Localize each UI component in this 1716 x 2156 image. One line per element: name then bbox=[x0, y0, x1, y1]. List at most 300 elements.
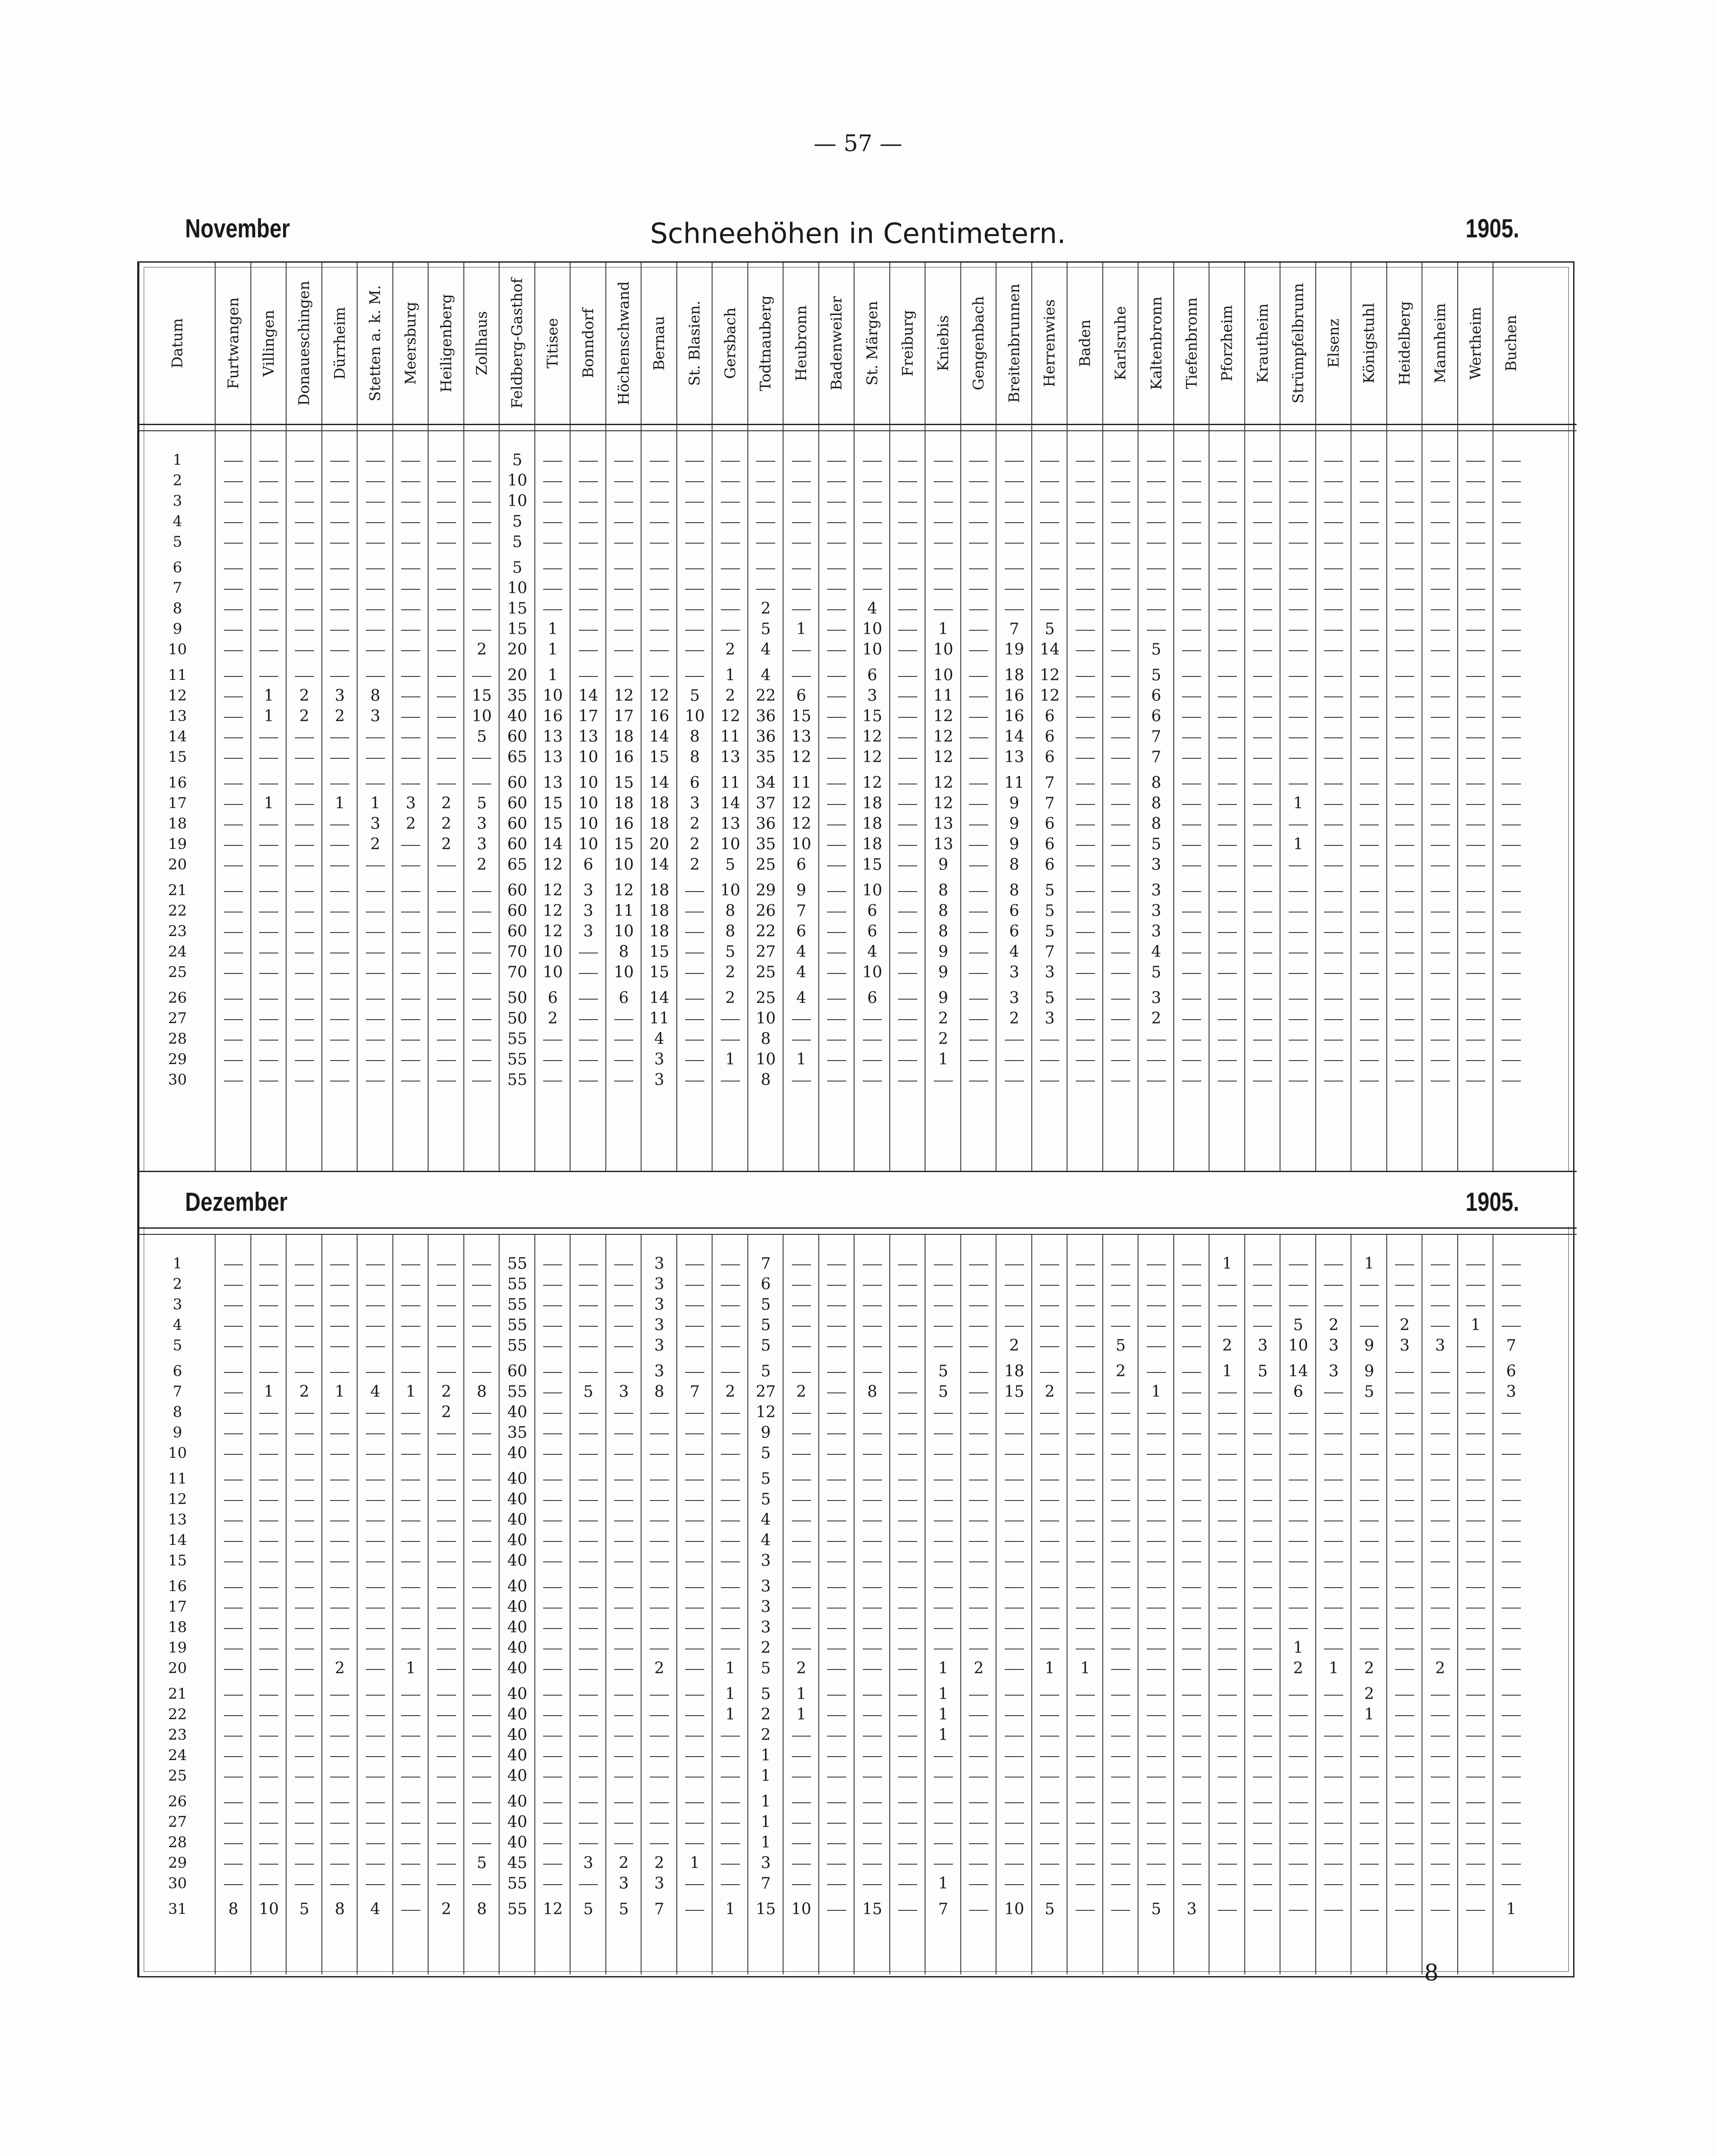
table-cell: 2 bbox=[796, 1383, 807, 1401]
empty-dash bbox=[224, 1305, 243, 1306]
empty-dash bbox=[437, 676, 456, 677]
column-rule bbox=[1457, 263, 1458, 1171]
table-cell bbox=[893, 1361, 922, 1382]
table-cell bbox=[1496, 1294, 1526, 1315]
empty-dash bbox=[1253, 1413, 1272, 1414]
empty-dash bbox=[1218, 973, 1237, 974]
empty-dash bbox=[898, 717, 917, 718]
empty-dash bbox=[401, 1500, 420, 1501]
table-cell bbox=[467, 1489, 497, 1510]
table-cell bbox=[858, 1335, 887, 1356]
column-header-label: Heidelberg bbox=[1396, 301, 1414, 385]
table-cell bbox=[254, 1873, 284, 1894]
empty-dash bbox=[401, 1060, 420, 1061]
empty-dash bbox=[1111, 1326, 1130, 1327]
table-cell bbox=[254, 962, 284, 983]
table-cell: 3 bbox=[1151, 923, 1162, 940]
empty-dash bbox=[898, 630, 917, 631]
table-cell: 8 bbox=[867, 1383, 878, 1401]
empty-dash bbox=[1502, 1060, 1521, 1061]
table-cell bbox=[1213, 470, 1242, 491]
table-cell bbox=[1496, 1704, 1526, 1725]
column-header-struempfelbrunn bbox=[1284, 271, 1313, 415]
table-cell: 8 bbox=[1151, 794, 1162, 812]
table-cell bbox=[1390, 1617, 1419, 1638]
table-cell bbox=[1461, 1423, 1490, 1443]
table-cell: 7 bbox=[689, 1383, 700, 1401]
empty-dash bbox=[1289, 1500, 1308, 1501]
table-cell bbox=[396, 1530, 426, 1551]
empty-dash bbox=[1395, 999, 1414, 1000]
empty-dash bbox=[330, 1346, 349, 1347]
empty-dash bbox=[543, 1060, 562, 1061]
table-cell bbox=[1284, 880, 1313, 901]
table-cell bbox=[396, 558, 426, 578]
table-cell: 70 bbox=[507, 963, 527, 981]
empty-dash bbox=[224, 1695, 243, 1696]
table-cell bbox=[432, 962, 461, 983]
empty-dash bbox=[1040, 1736, 1059, 1737]
table-cell bbox=[290, 1315, 319, 1335]
table-cell bbox=[751, 558, 780, 578]
table-cell bbox=[1319, 1899, 1348, 1919]
empty-dash bbox=[1076, 1040, 1095, 1041]
table-cell bbox=[574, 1725, 603, 1745]
table-cell bbox=[893, 1812, 922, 1832]
table-cell bbox=[325, 511, 355, 532]
table-cell bbox=[787, 1510, 816, 1530]
table-cell bbox=[1106, 1551, 1135, 1571]
empty-dash bbox=[1147, 1756, 1166, 1757]
table-cell bbox=[609, 1530, 638, 1551]
table-cell bbox=[1390, 1402, 1419, 1423]
empty-dash bbox=[472, 1777, 491, 1778]
table-cell bbox=[1319, 1684, 1348, 1704]
empty-dash bbox=[366, 1060, 385, 1061]
table-cell bbox=[858, 1704, 887, 1725]
table-cell bbox=[893, 814, 922, 834]
empty-dash bbox=[1431, 589, 1450, 590]
empty-dash bbox=[721, 1864, 740, 1865]
table-cell bbox=[1461, 834, 1490, 855]
empty-dash bbox=[259, 1736, 278, 1737]
table-cell bbox=[1461, 1791, 1490, 1812]
table-cell bbox=[1106, 793, 1135, 814]
empty-dash bbox=[614, 589, 633, 590]
table-cell bbox=[1319, 1029, 1348, 1049]
table-cell bbox=[325, 1638, 355, 1658]
date-cell: 8 bbox=[172, 600, 182, 617]
row-separator bbox=[139, 430, 1577, 431]
table-cell bbox=[1142, 1684, 1171, 1704]
table-cell bbox=[1071, 1294, 1100, 1315]
table-cell bbox=[432, 1704, 461, 1725]
table-cell bbox=[361, 532, 390, 552]
table-cell bbox=[1035, 1638, 1064, 1658]
table-cell bbox=[858, 1294, 887, 1315]
empty-dash bbox=[224, 717, 243, 718]
empty-dash bbox=[1005, 1060, 1024, 1061]
table-cell: 3 bbox=[1151, 882, 1162, 899]
table-cell: 1 bbox=[547, 666, 558, 684]
table-cell bbox=[1177, 1551, 1206, 1571]
table-cell: 5 bbox=[760, 620, 771, 638]
table-cell: 3 bbox=[1009, 989, 1020, 1007]
table-cell bbox=[1355, 1510, 1384, 1530]
column-rule bbox=[463, 263, 464, 1171]
table-cell bbox=[1177, 1684, 1206, 1704]
table-cell bbox=[609, 1510, 638, 1530]
table-cell bbox=[361, 1510, 390, 1530]
table-cell bbox=[1496, 1274, 1526, 1294]
empty-dash bbox=[1324, 845, 1343, 846]
table-cell bbox=[1425, 814, 1455, 834]
table-cell bbox=[964, 1766, 993, 1786]
table-cell bbox=[1071, 1899, 1100, 1919]
empty-dash bbox=[401, 1561, 420, 1562]
empty-dash bbox=[792, 1372, 811, 1373]
empty-dash bbox=[685, 522, 704, 523]
empty-dash bbox=[543, 1413, 562, 1414]
table-cell bbox=[219, 1853, 248, 1873]
table-cell bbox=[1496, 598, 1526, 619]
empty-dash bbox=[579, 609, 598, 610]
empty-dash bbox=[1502, 1040, 1521, 1041]
table-cell bbox=[964, 1361, 993, 1382]
table-cell bbox=[1213, 686, 1242, 706]
table-cell bbox=[1425, 1704, 1455, 1725]
table-cell bbox=[361, 1335, 390, 1356]
table-cell bbox=[1106, 1638, 1135, 1658]
empty-dash bbox=[366, 1561, 385, 1562]
empty-dash bbox=[259, 1756, 278, 1757]
table-cell bbox=[929, 1812, 958, 1832]
table-cell: 6 bbox=[1151, 687, 1162, 705]
empty-dash bbox=[685, 1326, 704, 1327]
empty-dash bbox=[472, 1541, 491, 1542]
empty-dash bbox=[330, 1715, 349, 1716]
table-cell bbox=[645, 1832, 674, 1853]
table-cell bbox=[1000, 598, 1029, 619]
empty-dash bbox=[259, 461, 278, 462]
table-cell bbox=[858, 1469, 887, 1489]
table-cell bbox=[1390, 558, 1419, 578]
table-cell bbox=[858, 1029, 887, 1049]
table-cell bbox=[822, 814, 851, 834]
table-cell bbox=[254, 747, 284, 767]
column-rule bbox=[1031, 1234, 1032, 1974]
table-cell bbox=[1496, 1576, 1526, 1597]
empty-dash bbox=[1111, 630, 1130, 631]
table-cell bbox=[1355, 511, 1384, 532]
table-cell bbox=[325, 1443, 355, 1463]
empty-dash bbox=[401, 1695, 420, 1696]
empty-dash bbox=[685, 1561, 704, 1562]
table-cell bbox=[716, 1489, 745, 1510]
table-cell bbox=[680, 1530, 709, 1551]
table-cell: 15 bbox=[1004, 1383, 1024, 1401]
empty-dash bbox=[1360, 630, 1379, 631]
table-cell bbox=[467, 1029, 497, 1049]
table-cell bbox=[361, 1791, 390, 1812]
empty-dash bbox=[1253, 1500, 1272, 1501]
empty-dash bbox=[1466, 1736, 1485, 1737]
empty-dash bbox=[792, 1500, 811, 1501]
table-cell bbox=[361, 921, 390, 942]
table-cell: 3 bbox=[476, 835, 487, 853]
table-cell: 6 bbox=[1151, 707, 1162, 725]
table-cell: 11 bbox=[933, 687, 953, 705]
table-cell: 13 bbox=[720, 815, 740, 833]
table-cell bbox=[1319, 1008, 1348, 1029]
empty-dash bbox=[685, 630, 704, 631]
table-cell bbox=[1461, 962, 1490, 983]
table-cell bbox=[219, 1070, 248, 1090]
empty-dash bbox=[1431, 1060, 1450, 1061]
empty-dash bbox=[1147, 1587, 1166, 1588]
table-cell bbox=[325, 834, 355, 855]
table-cell bbox=[1177, 686, 1206, 706]
empty-dash bbox=[295, 1669, 314, 1670]
table-cell bbox=[609, 1638, 638, 1658]
empty-dash bbox=[1431, 717, 1450, 718]
empty-dash bbox=[1502, 1561, 1521, 1562]
empty-dash bbox=[1324, 1756, 1343, 1757]
empty-dash bbox=[1182, 1561, 1201, 1562]
table-cell bbox=[396, 1254, 426, 1274]
empty-dash bbox=[1502, 1715, 1521, 1716]
empty-dash bbox=[437, 717, 456, 718]
table-cell: 40 bbox=[507, 1511, 527, 1529]
empty-dash bbox=[898, 737, 917, 738]
empty-dash bbox=[1324, 932, 1343, 933]
table-cell bbox=[361, 639, 390, 660]
empty-dash bbox=[295, 522, 314, 523]
table-cell: 55 bbox=[507, 1030, 527, 1048]
table-cell bbox=[1177, 1812, 1206, 1832]
empty-dash bbox=[827, 717, 846, 718]
table-cell bbox=[1142, 598, 1171, 619]
table-cell bbox=[893, 619, 922, 639]
empty-dash bbox=[1360, 758, 1379, 759]
empty-dash bbox=[1147, 1843, 1166, 1844]
empty-dash bbox=[1466, 1608, 1485, 1609]
table-cell bbox=[1390, 1791, 1419, 1812]
table-cell bbox=[1496, 1853, 1526, 1873]
table-cell bbox=[1248, 1315, 1277, 1335]
empty-dash bbox=[1005, 1864, 1024, 1865]
date-cell: 19 bbox=[168, 835, 187, 853]
table-cell bbox=[1106, 1489, 1135, 1510]
empty-dash bbox=[863, 1500, 882, 1501]
table-cell bbox=[467, 1791, 497, 1812]
empty-dash bbox=[934, 502, 953, 503]
empty-dash bbox=[366, 1736, 385, 1737]
table-cell bbox=[787, 1008, 816, 1029]
table-cell: 2 bbox=[654, 1854, 665, 1872]
table-cell bbox=[1035, 450, 1064, 470]
table-cell bbox=[893, 706, 922, 727]
table-cell bbox=[1106, 665, 1135, 686]
empty-dash bbox=[1218, 630, 1237, 631]
empty-dash bbox=[827, 1372, 846, 1373]
empty-dash bbox=[1182, 1372, 1201, 1373]
empty-dash bbox=[1040, 1695, 1059, 1696]
empty-dash bbox=[1218, 1823, 1237, 1824]
empty-dash bbox=[1466, 502, 1485, 503]
table-cell bbox=[361, 1029, 390, 1049]
empty-dash bbox=[614, 1756, 633, 1757]
empty-dash bbox=[1147, 502, 1166, 503]
table-cell bbox=[396, 1576, 426, 1597]
table-cell: 17 bbox=[578, 707, 598, 725]
table-cell bbox=[822, 1029, 851, 1049]
table-cell bbox=[1355, 962, 1384, 983]
empty-dash bbox=[827, 999, 846, 1000]
empty-dash bbox=[1182, 1884, 1201, 1885]
table-cell bbox=[609, 558, 638, 578]
table-cell bbox=[716, 1597, 745, 1617]
table-cell bbox=[290, 1551, 319, 1571]
empty-dash bbox=[366, 1608, 385, 1609]
column-header-krautheim bbox=[1248, 271, 1277, 415]
empty-dash bbox=[1466, 845, 1485, 846]
empty-dash bbox=[1076, 1777, 1095, 1778]
empty-dash bbox=[1324, 589, 1343, 590]
table-cell bbox=[219, 1812, 248, 1832]
empty-dash bbox=[1324, 1628, 1343, 1629]
table-cell bbox=[1177, 1766, 1206, 1786]
table-cell bbox=[1071, 1617, 1100, 1638]
table-cell bbox=[1000, 1510, 1029, 1530]
table-cell bbox=[858, 1791, 887, 1812]
empty-dash bbox=[827, 1736, 846, 1737]
table-cell bbox=[1355, 686, 1384, 706]
empty-dash bbox=[401, 1777, 420, 1778]
date-cell: 17 bbox=[168, 1598, 187, 1615]
empty-dash bbox=[1466, 737, 1485, 738]
empty-dash bbox=[401, 1019, 420, 1020]
table-cell: 5 bbox=[1044, 923, 1055, 940]
table-cell bbox=[1355, 706, 1384, 727]
empty-dash bbox=[1253, 1040, 1272, 1041]
empty-dash bbox=[1324, 1454, 1343, 1455]
table-cell bbox=[1106, 1832, 1135, 1853]
table-cell bbox=[1035, 470, 1064, 491]
empty-dash bbox=[1111, 1608, 1130, 1609]
table-cell bbox=[1319, 1551, 1348, 1571]
table-cell bbox=[1284, 814, 1313, 834]
empty-dash bbox=[685, 589, 704, 590]
empty-dash bbox=[437, 609, 456, 610]
empty-dash bbox=[1466, 1910, 1485, 1911]
empty-dash bbox=[1253, 609, 1272, 610]
empty-dash bbox=[685, 1019, 704, 1020]
table-cell bbox=[574, 942, 603, 962]
table-cell bbox=[1248, 901, 1277, 921]
empty-dash bbox=[1076, 1587, 1095, 1588]
table-cell: 18 bbox=[649, 902, 669, 920]
empty-dash bbox=[650, 630, 669, 631]
table-cell bbox=[325, 747, 355, 767]
table-cell bbox=[1071, 1873, 1100, 1894]
table-cell: 18 bbox=[862, 835, 882, 853]
table-cell: 1 bbox=[1364, 1255, 1375, 1273]
table-cell: 1 bbox=[1293, 1639, 1304, 1657]
table-cell bbox=[1284, 532, 1313, 552]
table-cell bbox=[1071, 727, 1100, 747]
table-cell bbox=[1071, 942, 1100, 962]
empty-dash bbox=[472, 758, 491, 759]
table-cell bbox=[645, 1530, 674, 1551]
table-cell bbox=[396, 1684, 426, 1704]
table-cell: 40 bbox=[507, 1747, 527, 1764]
empty-dash bbox=[1076, 973, 1095, 974]
empty-dash bbox=[934, 1587, 953, 1588]
table-cell: 12 bbox=[543, 856, 563, 874]
empty-dash bbox=[224, 1060, 243, 1061]
table-cell bbox=[822, 1489, 851, 1510]
table-cell bbox=[822, 988, 851, 1008]
table-cell bbox=[467, 1315, 497, 1335]
empty-dash bbox=[224, 1264, 243, 1265]
empty-dash bbox=[1360, 1608, 1379, 1609]
table-cell bbox=[254, 1704, 284, 1725]
table-cell bbox=[858, 1638, 887, 1658]
empty-dash bbox=[1253, 1802, 1272, 1803]
empty-dash bbox=[1431, 1561, 1450, 1562]
empty-dash bbox=[1111, 804, 1130, 805]
table-cell bbox=[1425, 834, 1455, 855]
empty-dash bbox=[1005, 1305, 1024, 1306]
table-cell bbox=[1177, 1658, 1206, 1679]
table-cell bbox=[893, 1423, 922, 1443]
empty-dash bbox=[1111, 522, 1130, 523]
table-cell bbox=[1496, 1510, 1526, 1530]
table-cell: 3 bbox=[654, 1296, 665, 1314]
table-cell bbox=[1000, 532, 1029, 552]
empty-dash bbox=[827, 1500, 846, 1501]
table-cell: 5 bbox=[618, 1900, 629, 1918]
empty-dash bbox=[1360, 650, 1379, 651]
table-cell bbox=[254, 1684, 284, 1704]
date-cell: 22 bbox=[168, 1706, 187, 1723]
table-cell: 60 bbox=[507, 882, 527, 899]
table-cell bbox=[1177, 706, 1206, 727]
table-cell bbox=[325, 532, 355, 552]
table-cell bbox=[1319, 1254, 1348, 1274]
empty-dash bbox=[934, 1802, 953, 1803]
table-cell bbox=[290, 450, 319, 470]
table-cell: 2 bbox=[370, 835, 381, 853]
empty-dash bbox=[1040, 1802, 1059, 1803]
table-cell bbox=[1248, 1489, 1277, 1510]
table-cell bbox=[254, 1725, 284, 1745]
table-cell bbox=[1248, 921, 1277, 942]
empty-dash bbox=[1005, 1669, 1024, 1670]
table-cell bbox=[858, 1576, 887, 1597]
table-cell bbox=[893, 1469, 922, 1489]
empty-dash bbox=[1218, 999, 1237, 1000]
table-cell bbox=[1106, 1704, 1135, 1725]
empty-dash bbox=[543, 1326, 562, 1327]
empty-dash bbox=[827, 973, 846, 974]
empty-dash bbox=[330, 650, 349, 651]
row-separator bbox=[139, 424, 1577, 425]
table-cell bbox=[1496, 988, 1526, 1008]
empty-dash bbox=[792, 1305, 811, 1306]
table-cell bbox=[325, 1551, 355, 1571]
